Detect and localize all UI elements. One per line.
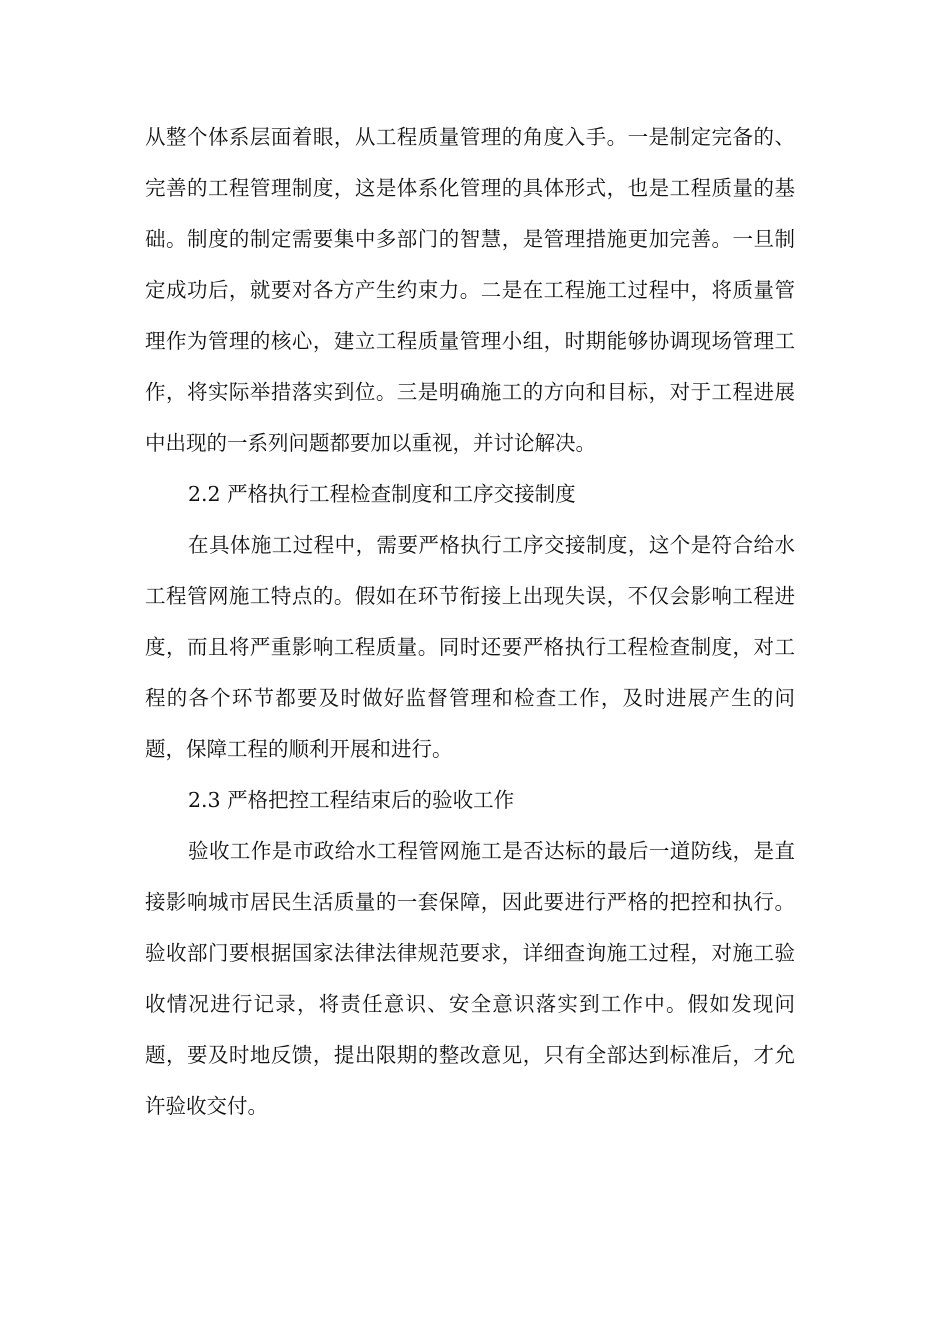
section-heading-2-2: 2.2 严格执行工程检查制度和工序交接制度	[188, 482, 576, 506]
paragraph-2-3-body: 验收工作是市政给水工程管网施工是否达标的最后一道防线，是直接影响城市居民生活质量的一套保障，因此要进行严格的把控和执行。验收部门要根据国家法律法律规范要求，详细查询施工过程，对施工验收情况进行记录，将责任意识、安全意识落实到工作中。假如发现问题，要及时地反馈，提出限期的整改意见，只有全部达到标准后，才允许验收交付。	[145, 839, 795, 1118]
paragraph-continued: 从整个体系层面着眼，从工程质量管理的角度入手。一是制定完备的、完善的工程管理制度，这是体系化管理的具体形式，也是工程质量的基础。制度的制定需要集中多部门的智慧，是管理措施更加完善。一旦制定成功后，就要对各方产生约束力。二是在工程施工过程中，将质量管理作为管理的核心，建立工程质量管理小组，时期能够协调现场管理工作，将实际举措落实到位。三是明确施工的方向和目标，对于工程进展中出现的一系列问题都要加以重视，并讨论解决。	[145, 125, 795, 455]
document-body	[145, 112, 795, 1132]
section-heading-2-3: 2.3 严格把控工程结束后的验收工作	[188, 788, 515, 812]
paragraph-2-2-body: 在具体施工过程中，需要严格执行工序交接制度，这个是符合给水工程管网施工特点的。假如在环节衔接上出现失误，不仅会影响工程进度，而且将严重影响工程质量。同时还要严格执行工程检查制度，对工程的各个环节都要及时做好监督管理和检查工作，及时进展产生的问题，保障工程的顺利开展和进行。	[145, 533, 795, 761]
